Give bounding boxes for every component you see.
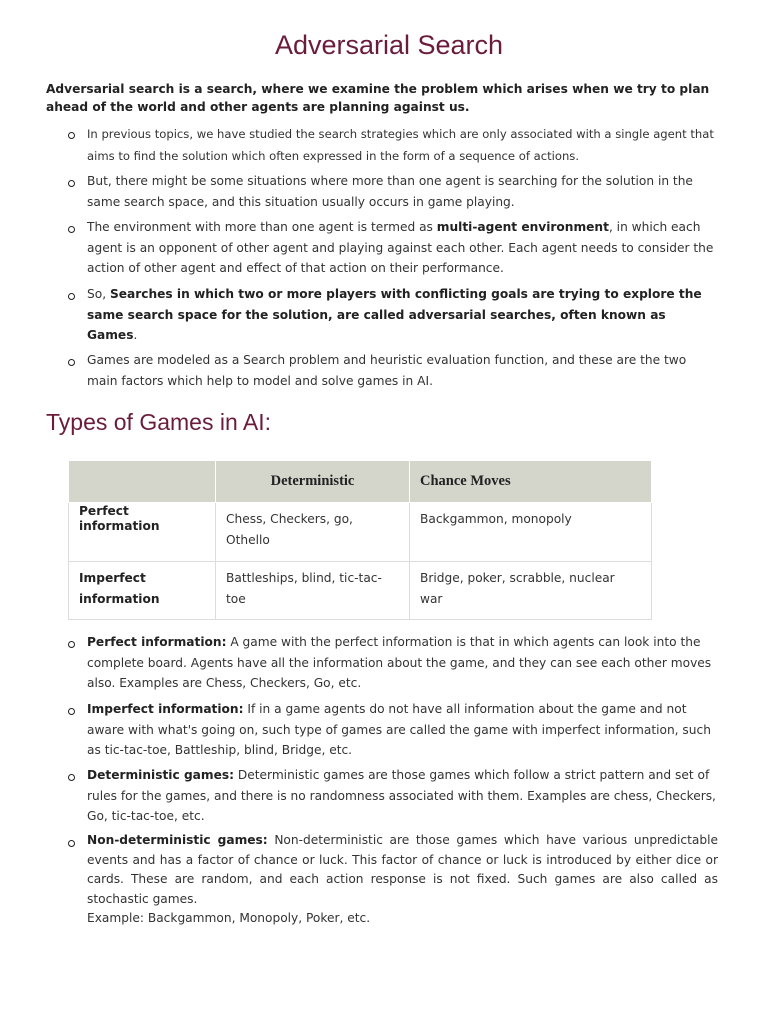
bullet-icon (68, 180, 75, 187)
bullet-icon (68, 708, 75, 715)
bullet-icon (68, 641, 75, 648)
table-header-cell (69, 461, 216, 503)
bullet-icon (68, 774, 75, 781)
game-types-table (68, 460, 652, 620)
section-heading-types: Types of Games in AI: (46, 409, 271, 435)
table-cell: Chess, Checkers, go, Othello (216, 503, 410, 562)
table-row-header: Perfect information (69, 503, 216, 562)
bullet-icon (68, 359, 75, 366)
example-line: Example: Backgammon, Monopoly, Poker, etc. (87, 911, 371, 925)
bullet-icon (68, 132, 75, 139)
intro-paragraph: Adversarial search is a search, where we examine the problem which arises when we try to plan ahead of the world and other agents are planning against us. (46, 82, 710, 114)
document-page: Adversarial Search Adversarial search is a search, where we examine the problem which arises when we try to plan ahead of the world and other agents are planning against us. In previous topics, we have studied the search strategies which are only associated with a single agent that aims to find the solution which often expressed in the form of a sequence of actions. But, there might be some situations where more than one agent is searching for the solution in the same search space, and this situation usually occurs in game playing. The environment with more than one agent is termed as multi-agent environment, in which each agent is an opponent of other agent and playing against each other. Each agent needs to consider the action of other agent and effect of that action on their performance. So, Searches in which two or more players with conflicting goals are trying to explore the same search space for the solution, are called adversarial searches, often known as Games. Games are modeled as a Search problem and heuristic evaluation function, and these are the two main factors which help to model and solve games in AI. Types of Games in AI: Deterministic Chance Moves Perfect information Chess, Checkers, go, Othello Backgammon, monopoly Imperfect information Battleships, blind, tic-tac-toe Bridge, poker, scrabble, nuclear war Perfect information: A game with the perfect information is that in which agents can look into the complete board. Agents have all the information about the game, and they can see each other moves also. Examples are Chess, Checkers, Go, etc. Imperfect information: If in a game agents do not have all information about the game and not aware with what's going on, such type of games are called the game with imperfect information, such as tic-tac-toe, Battleship, blind, Bridge, etc. Deterministic games: Deterministic games are those games which follow a strict pattern and set of rules for the games, and there is no randomness associated with them. Examples are chess, Checkers, Go, tic-tac-toe, etc. Non-deterministic games: Non-deterministic are those games which have various unpredictable events and has a factor of chance or luck. This factor of chance or luck is introduced by either dice or cards. These are random, and each action response is not fixed. Such games are also called as stochastic games. Example: Backgammon, Monopoly, Poker, etc. (0, 0, 768, 1024)
bullet-icon (68, 226, 75, 233)
bullet-icon (68, 840, 75, 847)
table-row (69, 503, 652, 562)
table-cell: Bridge, poker, scrabble, nuclear war (410, 561, 652, 620)
table-row-header: Imperfect information (69, 561, 216, 620)
table-cell: Backgammon, monopoly (410, 503, 652, 562)
page-title: Adversarial Search (274, 30, 504, 60)
table-header-cell: Deterministic (216, 461, 410, 503)
bullet-icon (68, 293, 75, 300)
table-cell: Battleships, blind, tic-tac-toe (216, 561, 410, 620)
table-header-cell: Chance Moves (410, 461, 652, 503)
table-row (69, 561, 652, 620)
table-header-row (69, 461, 652, 503)
